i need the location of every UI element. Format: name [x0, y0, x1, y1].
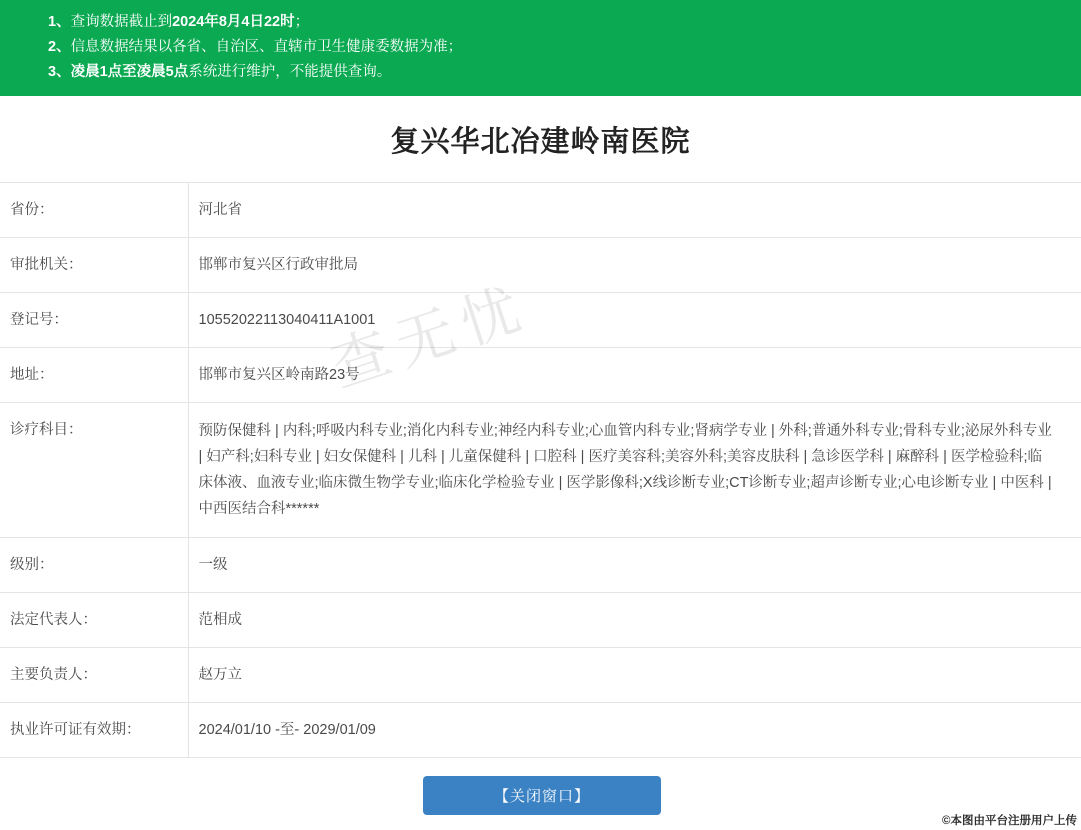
row-value-legal-representative: 范相成	[198, 612, 242, 628]
hospital-info-table	[0, 182, 1081, 758]
notice-line-3-number: 3、	[48, 64, 71, 80]
table-row	[0, 538, 1081, 593]
table-row	[0, 403, 1081, 538]
row-value-address: 邯郸市复兴区岭南路23号	[198, 367, 360, 383]
table-row	[0, 348, 1081, 403]
row-value-license-validity: 2024/01/10 -至- 2029/01/09	[198, 722, 376, 738]
notice-line-3-text: 凌晨1点至凌晨5点系统进行维护，不能提供查询。	[70, 64, 392, 80]
row-value-departments: 预防保健科 | 内科;呼吸内科专业;消化内科专业;神经内科专业;心血管内科专业;肾病学专业 | 外科;普通外科专业;骨科专业;泌尿外科专业 | 妇产科;妇科专业 | 妇女保健科 | 儿科 | 儿童保健科 | 口腔科 | 医疗美容科;美容外科;美容皮肤科 | 急诊医学科 | 麻醉科 | 医学检验科;临床体液、血液专业;临床微生物学专业;临床化学检验专业 | 医学影像科;X线诊断专业;CT诊断专业;超声诊断专业;心电诊断专业 | 中医科 | 中西医结合科******	[198, 423, 1052, 517]
row-label-approval-authority: 审批机关：	[0, 238, 188, 293]
table-row	[0, 703, 1081, 758]
row-value-approval-authority: 邯郸市复兴区行政审批局	[198, 257, 358, 273]
row-label-registration-number: 登记号：	[0, 293, 188, 348]
row-label-legal-representative: 法定代表人：	[0, 593, 188, 648]
notice-line-2-text: 信息数据结果以各省、自治区、直辖市卫生健康委数据为准；	[70, 39, 463, 55]
row-label-address: 地址：	[0, 348, 188, 403]
table-row	[0, 238, 1081, 293]
row-value-level: 一级	[198, 557, 228, 573]
watermark: 查无忧	[323, 274, 538, 400]
table-row	[0, 593, 1081, 648]
table-row	[0, 648, 1081, 703]
upload-note: ©本图由平台注册用户上传	[942, 815, 1077, 827]
row-label-principal: 主要负责人：	[0, 648, 188, 703]
row-value-principal: 赵万立	[198, 667, 242, 683]
title-area	[0, 96, 1081, 182]
notice-line-2	[0, 35, 1081, 60]
row-label-province: 省份：	[0, 183, 188, 238]
row-label-level: 级别：	[0, 538, 188, 593]
notice-line-3	[0, 60, 1081, 85]
notice-line-1-text: 查询数据截止到2024年8月4日22时；	[70, 14, 310, 30]
table-row	[0, 293, 1081, 348]
footer	[0, 758, 1081, 830]
row-label-license-validity: 执业许可证有效期：	[0, 703, 188, 758]
page-title: 复兴华北冶建岭南医院	[390, 125, 691, 158]
notice-banner	[0, 0, 1081, 96]
row-value-province: 河北省	[198, 202, 242, 218]
row-value-registration-number: 10552022113040411A1001	[198, 312, 376, 328]
notice-line-1-number: 1、	[48, 14, 71, 30]
close-window-button[interactable]: 【关闭窗口】	[423, 776, 661, 815]
notice-line-2-number: 2、	[48, 39, 71, 55]
notice-line-1	[0, 10, 1081, 35]
table-row	[0, 183, 1081, 238]
row-label-departments: 诊疗科目：	[0, 403, 188, 538]
